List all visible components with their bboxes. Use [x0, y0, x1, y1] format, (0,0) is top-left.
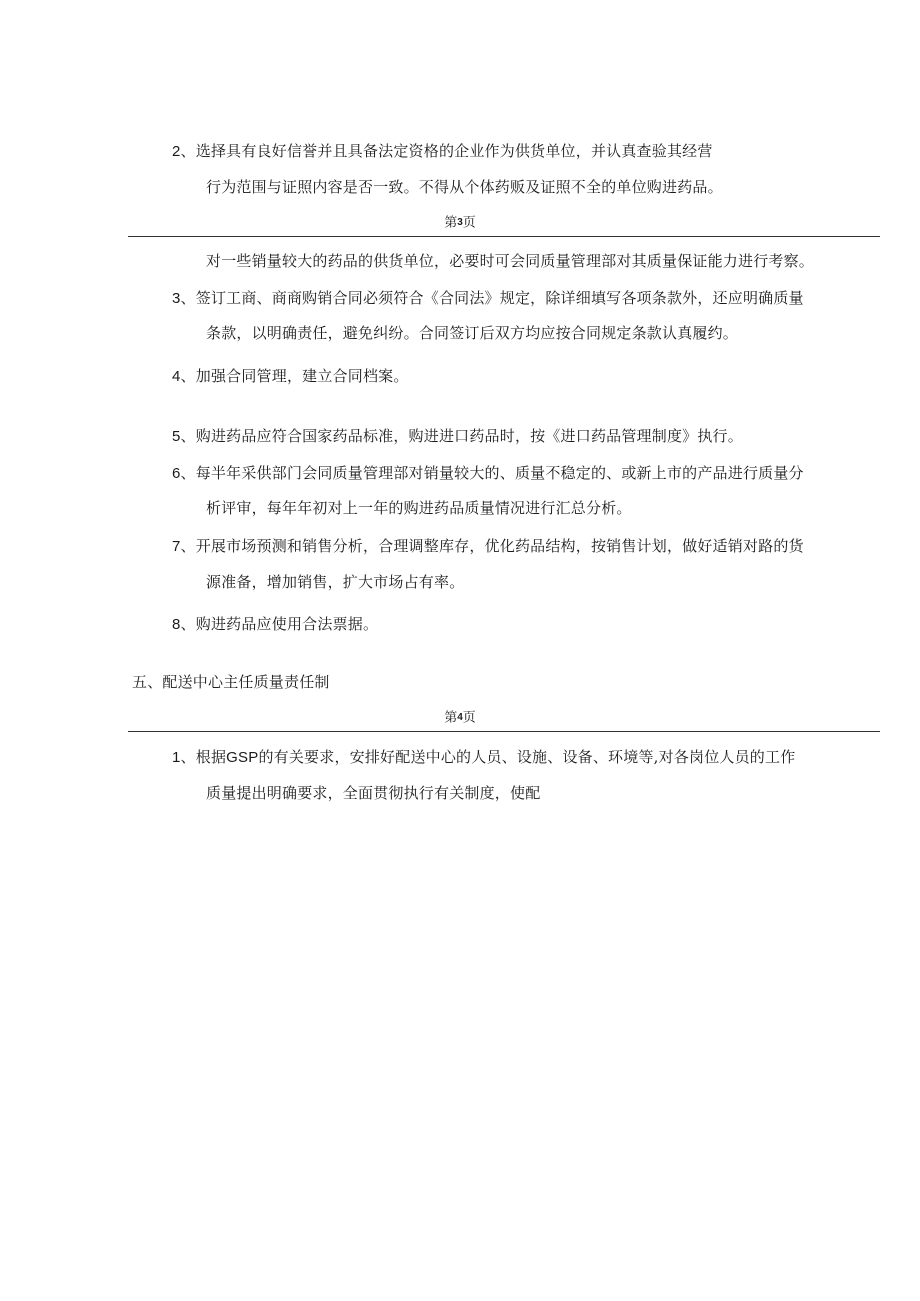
item-text: 、购进药品应符合国家药品标准，购进进口药品时，按《进口药品管理制度》执行。 — [180, 427, 743, 445]
item-5-line-1 — [172, 426, 743, 447]
item-3-line-1 — [172, 288, 804, 309]
item-6-line-1 — [172, 463, 804, 484]
footer-suffix: 页 — [462, 215, 476, 231]
item-text: 、每半年采供部门会同质量管理部对销量较大的、质量不稳定的、或新上市的产品进行质量分 — [180, 464, 804, 482]
page-footer-3 — [0, 214, 920, 233]
page-divider — [128, 236, 880, 237]
section-5-heading: 五、配送中心主任质量责任制 — [132, 673, 330, 691]
footer-suffix: 页 — [462, 710, 476, 726]
item-number: 5 — [172, 428, 181, 445]
item-2-line-3: 对一些销量较大的药品的供货单位，必要时可会同质量管理部对其质量保证能力进行考察。 — [206, 252, 815, 270]
item-2-line-2: 行为范围与证照内容是否一致。不得从个体药贩及证照不全的单位购进药品。 — [206, 178, 723, 196]
item-number: 1 — [172, 749, 181, 766]
footer-page-number: 3 — [457, 217, 463, 228]
footer-page-number: 4 — [457, 712, 463, 723]
item-number: 2 — [172, 143, 181, 160]
section-5-item-1-line-2: 质量提出明确要求，全面贯彻执行有关制度，使配 — [206, 784, 541, 802]
item-text: 、购进药品应使用合法票据。 — [180, 615, 379, 633]
page-footer-4 — [0, 709, 920, 728]
item-text: 、加强合同管理，建立合同档案。 — [180, 367, 409, 385]
footer-prefix: 第 — [444, 215, 458, 231]
item-7-line-1 — [172, 536, 804, 557]
item-text: 的有关要求，安排好配送中心的人员、设施、设备、环境等,对各岗位人员的工作 — [258, 748, 796, 766]
item-6-line-2: 析评审，每年年初对上一年的购进药品质量情况进行汇总分析。 — [206, 499, 632, 517]
page-divider — [128, 731, 880, 732]
item-text: 、签订工商、商商购销合同必须符合《合同法》规定，除详细填写各项条款外，还应明确质量 — [180, 289, 804, 307]
item-number: 6 — [172, 465, 181, 482]
item-number: 3 — [172, 290, 181, 307]
item-8-line-1 — [172, 614, 378, 635]
item-4-line-1 — [172, 366, 409, 387]
gsp-acronym: GSP — [226, 749, 259, 766]
item-7-line-2: 源准备，增加销售，扩大市场占有率。 — [206, 573, 465, 591]
section-5-item-1-line-1 — [172, 747, 795, 768]
footer-prefix: 第 — [444, 710, 458, 726]
item-text: 、根据 — [180, 748, 227, 766]
item-text: 、选择具有良好信誉并且具备法定资格的企业作为供货单位，并认真查验其经营 — [180, 142, 713, 160]
item-number: 8 — [172, 616, 181, 633]
item-text: 、开展市场预测和销售分析，合理调整库存，优化药品结构，按销售计划，做好适销对路的货 — [180, 537, 804, 555]
item-3-line-2: 条款，以明确责任，避免纠纷。合同签订后双方均应按合同规定条款认真履约。 — [206, 324, 739, 342]
item-number: 7 — [172, 538, 181, 555]
item-number: 4 — [172, 368, 181, 385]
item-2-line-1 — [172, 141, 713, 162]
